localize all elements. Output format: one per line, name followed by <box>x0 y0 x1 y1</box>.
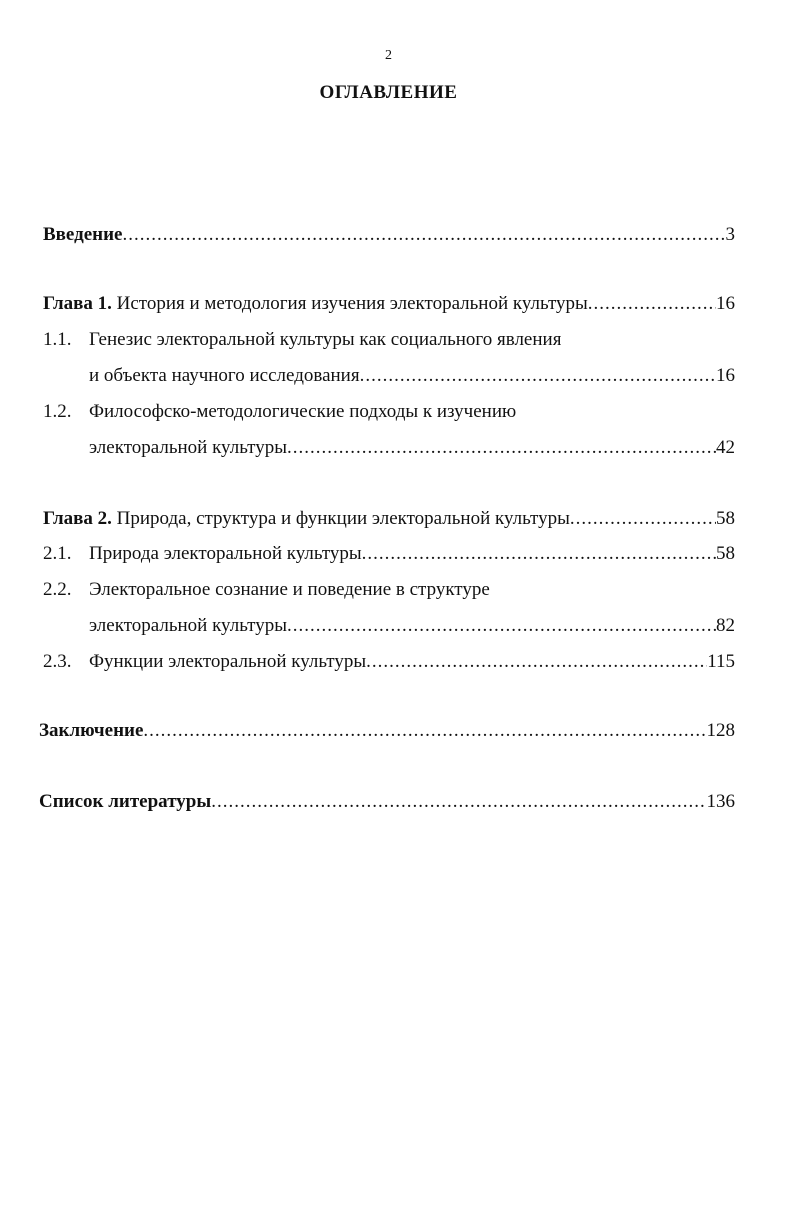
toc-leader <box>211 790 706 814</box>
toc-entry-title <box>43 650 366 674</box>
toc-entry-1-1-line2[interactable] <box>89 364 735 388</box>
toc-leader <box>570 507 716 531</box>
toc-leader <box>287 614 716 638</box>
toc-entry-1-2-line2[interactable] <box>89 436 735 460</box>
toc-entry-intro[interactable] <box>43 223 735 247</box>
toc-leader <box>123 223 726 247</box>
section-title-cont: электоральной культуры <box>89 437 287 458</box>
toc-leader <box>588 292 716 316</box>
toc-entry-1-2-line1[interactable] <box>43 400 516 424</box>
chapter-label: Глава 1. <box>43 293 112 314</box>
section-number: 2.2. <box>43 579 72 600</box>
toc-leader <box>360 364 716 388</box>
toc-page-number: 136 <box>706 791 735 812</box>
toc-page-number: 128 <box>706 720 735 741</box>
toc-page-number: 58 <box>716 543 735 564</box>
section-number: 1.1. <box>43 329 72 350</box>
toc-entry-title: Список литературы <box>39 791 212 812</box>
section-title: Природа электоральной культуры <box>89 543 362 564</box>
toc-leader <box>287 436 716 460</box>
page-number: 2 <box>385 48 392 63</box>
section-title-cont: и объекта научного исследования <box>89 365 360 386</box>
toc-entry-references[interactable] <box>39 790 735 814</box>
toc-entry-1-1-line1[interactable] <box>43 328 561 352</box>
toc-page-number: 82 <box>716 615 735 636</box>
toc-page-number: 58 <box>716 508 735 529</box>
toc-entry-title: Введение <box>43 224 123 245</box>
toc-entry-title: Заключение <box>39 720 144 741</box>
toc-entry-title <box>43 292 588 316</box>
toc-entry-2-3[interactable] <box>43 650 735 674</box>
toc-page-number: 3 <box>725 224 735 245</box>
section-title: Генезис электоральной культуры как социального явления <box>89 329 562 350</box>
section-number: 1.2. <box>43 401 72 422</box>
toc-page-number: 16 <box>716 365 735 386</box>
toc-entry-2-1[interactable] <box>43 542 735 566</box>
chapter-title: История и методология изучения электоральной культуры <box>116 293 588 314</box>
toc-entry-chapter-1[interactable] <box>43 292 735 316</box>
toc-entry-chapter-2[interactable] <box>43 507 735 531</box>
chapter-title: Природа, структура и функции электоральной культуры <box>116 508 570 529</box>
toc-page-number: 16 <box>716 293 735 314</box>
section-title: Философско-методологические подходы к изучению <box>89 401 517 422</box>
toc-leader <box>362 542 716 566</box>
toc-entry-conclusion[interactable] <box>39 719 735 743</box>
page-title: ОГЛАВЛЕНИЕ <box>319 82 458 103</box>
toc-entry-2-2-line1[interactable] <box>43 578 490 602</box>
section-title: Функции электоральной культуры <box>89 651 367 672</box>
toc-entry-2-2-line2[interactable] <box>89 614 735 638</box>
toc-entry-title <box>43 507 570 531</box>
toc-page-number: 115 <box>707 651 735 672</box>
section-title: Электоральное сознание и поведение в структуре <box>89 579 490 600</box>
section-number: 2.1. <box>43 543 72 564</box>
section-number: 2.3. <box>43 651 72 672</box>
toc-page-number: 42 <box>716 437 735 458</box>
toc-leader <box>143 719 706 743</box>
section-title-cont: электоральной культуры <box>89 615 287 636</box>
toc-entry-title <box>43 542 362 566</box>
toc-leader <box>366 650 707 674</box>
chapter-label: Глава 2. <box>43 508 112 529</box>
